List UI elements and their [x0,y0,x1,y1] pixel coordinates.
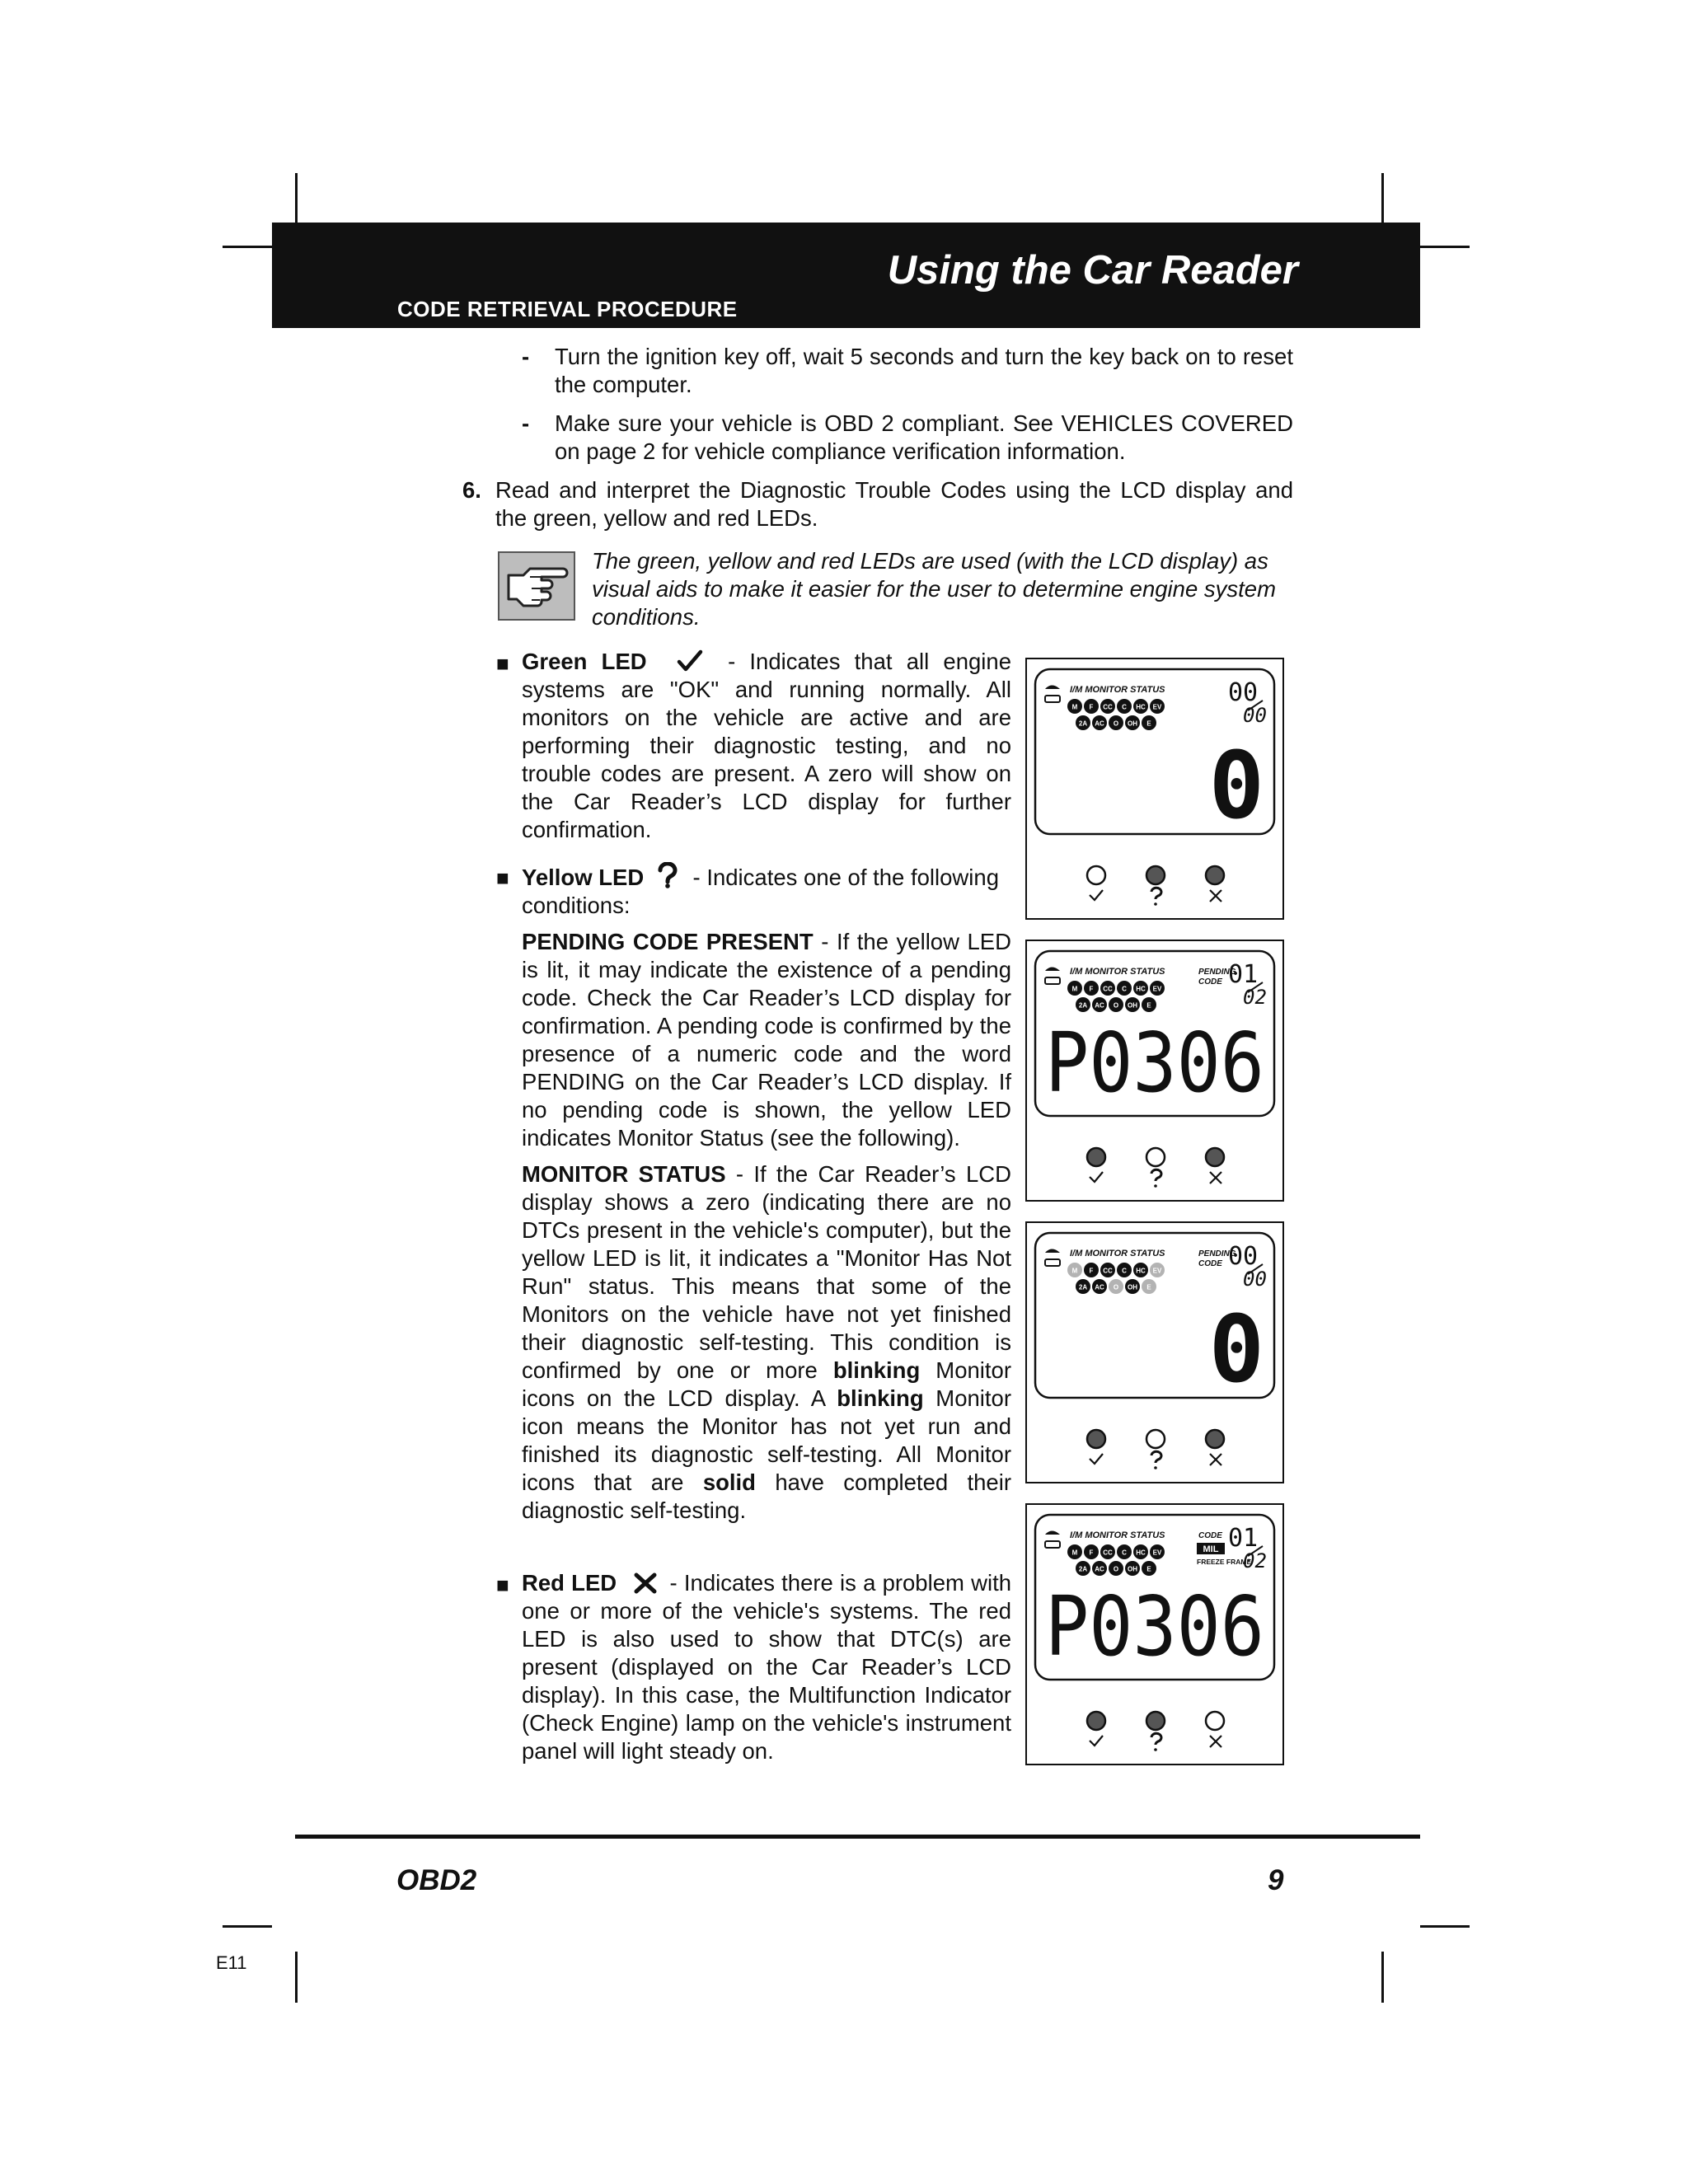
crop-mark [1381,173,1384,224]
crop-mark [295,1952,298,2003]
yellow-led [1146,1712,1165,1730]
monitor-icon-label: AC [1095,1283,1104,1291]
code-index-total: 02 [1243,986,1267,1009]
step-text: Read and interpret the Diagnostic Trouble Codes using the LCD display and the green, yellow and red LEDs. [495,477,1293,531]
question-dot [1154,1748,1157,1751]
monitor-icon-label: E [1146,719,1151,728]
monitor-icon-label: AC [1095,1001,1104,1010]
check-icon [1090,1454,1103,1464]
pending-code-paragraph [522,928,1011,1152]
red-led [1206,1148,1224,1166]
monitor-icon-label: M [1071,1549,1078,1557]
code-index-current: 01 [1228,960,1259,989]
monitor-status-label: I/M MONITOR STATUS [1070,1249,1165,1258]
monitor-status-paragraph [522,1160,1011,1525]
yellow-led-paragraph [522,862,1011,920]
monitor-icon-label: 2A [1078,719,1088,728]
emphasis: blinking [832,1357,921,1383]
code-index-total: 00 [1243,704,1267,727]
header-bar [272,223,1420,328]
yellow-led [1146,1148,1165,1166]
monitor-status-text: have completed their diagnostic self-testing. [522,1469,1011,1523]
code-index-current: 01 [1228,1524,1259,1553]
code-index-total: 00 [1243,1268,1267,1291]
monitor-status-text: Monitor icon means the Monitor has not yet run and finished its diagnostic self-testing. All Monitor icons that are [522,1385,1011,1495]
bullet-marker: ■ [496,1572,509,1597]
monitor-status-text: - If the Car Reader’s LCD display shows a zero (indicating there are no DTCs present in the vehicle's computer), but the yellow LED is lit, it indicates a "Monitor Has Not Run" status. This means that some of the Monitors on the vehicle have not yet finished their diagnostic self-testing. This condition is confirmed by one or more [522,1161,1011,1383]
green-led [1087,1712,1105,1730]
question-mark-icon [1151,1733,1161,1745]
page-title: Using the Car Reader [887,248,1298,293]
lcd-main-readout: 0 [1208,1296,1264,1404]
monitor-icon-label: CC [1103,1267,1113,1275]
dash-item-text: Make sure your vehicle is OBD 2 compliant. See VEHICLES COVERED on page 2 for vehicle compliance verification information. [555,410,1293,464]
monitor-icon-label: AC [1095,1565,1104,1573]
monitor-icon-label: E [1146,1565,1151,1573]
lcd-panel-green [1025,658,1284,920]
monitor-icon-label: C [1122,985,1127,993]
red-led-section [496,1569,1012,1774]
monitor-status-label: I/M MONITOR STATUS [1070,967,1165,977]
monitor-icon-label: CC [1103,985,1113,993]
section-title: CODE RETRIEVAL PROCEDURE [397,297,738,321]
x-mark-icon [633,1572,658,1594]
lcd-main-readout: P0306 [1045,1015,1264,1111]
dash-item-text: Turn the ignition key off, wait 5 seconds and turn the key back on to reset the computer. [555,344,1293,397]
yellow-led [1146,866,1165,884]
monitor-icon-label: EV [1152,1267,1162,1275]
red-led-paragraph [522,1569,1011,1765]
monitor-icon-label: OH [1128,1565,1137,1573]
check-icon [1090,1172,1103,1182]
question-dot [1154,1184,1157,1188]
x-mark-icon [1210,1736,1221,1747]
dash-item-reset [522,343,1293,399]
monitor-icon-label: F [1089,1267,1094,1275]
lcd-tag: CODE [1198,1531,1222,1540]
monitor-icon-label: HC [1136,703,1146,711]
green-led-label: Green LED [522,649,647,674]
monitor-icon-label: O [1113,1565,1119,1573]
lcd-panel-red [1025,1503,1284,1765]
monitor-icon-label: CC [1103,1549,1113,1557]
check-icon [1090,890,1103,900]
pointing-hand-icon [497,551,576,621]
red-led [1206,1712,1224,1730]
dash-marker: - [522,410,530,436]
lcd-tag: PENDING [1198,968,1236,977]
edge-label: E11 [216,1952,247,1973]
footer-product: OBD2 [396,1864,477,1896]
green-led-section [496,648,1012,852]
green-led [1087,1430,1105,1448]
monitor-icon-label: EV [1152,985,1162,993]
monitor-icon-label: M [1071,703,1078,711]
lcd-tag: MIL [1203,1544,1219,1554]
crop-mark [1420,246,1470,248]
code-index-total: 02 [1243,1549,1267,1572]
x-mark-icon [1210,890,1221,902]
monitor-icon-label: O [1113,1283,1119,1291]
code-index-current: 00 [1228,678,1259,707]
monitor-icon-label: HC [1136,1549,1146,1557]
red-led [1206,1430,1224,1448]
x-mark-icon [1210,1454,1221,1465]
crop-mark [295,173,298,224]
question-dot [1154,902,1157,906]
monitor-status-label: MONITOR STATUS [522,1161,726,1187]
monitor-icon-label: EV [1152,1549,1162,1557]
pending-code-text: - If the yellow LED is lit, it may indicate the existence of a pending code. Check the Car Reader’s LCD display for confirmation. A pending code is confirmed by the presence of a numeric code and the word PENDING on the Car Reader’s LCD display. If no pending code is shown, the yellow LED indicates Monitor Status (see the following). [522,929,1011,1151]
lcd-tag: PENDING [1198,1249,1236,1258]
monitor-icon-label: M [1071,1267,1078,1275]
monitor-icon-label: O [1113,1001,1119,1010]
green-led-paragraph [522,648,1011,844]
monitor-icon-label: E [1146,1283,1151,1291]
lcd-panel-pending [1025,940,1284,1202]
lcd-main-readout: 0 [1208,733,1264,840]
emphasis: solid [702,1469,756,1495]
page-number: 9 [1268,1864,1284,1896]
note-text: The green, yellow and red LEDs are used (with the LCD display) as visual aids to make it easier for the user to determine engine system conditions. [592,548,1276,630]
red-led [1206,866,1224,884]
monitor-icon-label: OH [1128,1283,1137,1291]
dash-item-compliance [522,410,1293,466]
code-index-current: 00 [1228,1242,1259,1271]
lcd-panel-monitor [1025,1221,1284,1483]
crop-mark [223,1925,272,1928]
footer-rule [295,1835,1420,1839]
question-mark-icon [1151,888,1161,899]
monitor-icon-label: F [1089,1549,1094,1557]
monitor-icon-label: OH [1128,719,1137,728]
crop-mark [223,246,272,248]
lcd-tag: CODE [1198,1259,1222,1268]
pending-code-label: PENDING CODE PRESENT [522,929,814,954]
question-mark-icon [655,862,680,888]
monitor-icon-label: C [1122,1267,1127,1275]
lcd-main-readout: P0306 [1045,1578,1264,1675]
monitor-icon-label: O [1113,719,1119,728]
question-mark-icon [1151,1451,1161,1463]
monitor-status-label: I/M MONITOR STATUS [1070,685,1165,695]
yellow-led-text: - Indicates one of the following conditions: [522,865,999,918]
crop-mark [1381,1952,1384,2003]
monitor-icon-label: OH [1128,1001,1137,1010]
crop-mark [1420,1925,1470,1928]
monitor-icon-label: EV [1152,703,1162,711]
red-led-label: Red LED [522,1570,617,1596]
monitor-icon-label: C [1122,1549,1127,1557]
step-number: 6. [462,477,481,503]
monitor-icon-label: 2A [1078,1001,1088,1010]
monitor-icon-label: C [1122,703,1127,711]
lcd-tag: CODE [1198,977,1222,987]
monitor-icon-label: F [1089,703,1094,711]
monitor-icon-label: E [1146,1001,1151,1010]
green-led [1087,1148,1105,1166]
dash-marker: - [522,344,530,369]
monitor-icon-label: HC [1136,1267,1146,1275]
yellow-led [1146,1430,1165,1448]
x-mark-icon [1210,1172,1221,1183]
green-led [1087,866,1105,884]
monitor-icon-label: AC [1095,719,1104,728]
question-dot [1154,1466,1157,1469]
red-led-text: - Indicates there is a problem with one or more of the vehicle's systems. The red LED is also used to show that DTC(s) are present (displayed on the Car Reader’s LCD display). In this case, the Multifunction Indicator (Check Engine) lamp on the vehicle's instrument panel will light steady on. [522,1570,1012,1764]
yellow-led-section [496,862,1011,1533]
emphasis: blinking [837,1385,924,1411]
monitor-icon-label: M [1071,985,1078,993]
step-6 [462,476,1293,532]
bullet-marker: ■ [496,865,509,890]
monitor-icon-label: CC [1103,703,1113,711]
monitor-status-text: Monitor icons on the LCD display. A [522,1357,1011,1411]
green-led-text: - Indicates that all engine systems are "OK" and running normally. All monitors on the vehicle are active and are performing their diagnostic testing, and no trouble codes are present. A zero will show on the Car Reader’s LCD display for further confirmation. [522,649,1012,842]
lcd-tag: FREEZE FRAME [1197,1558,1252,1566]
monitor-icon-label: HC [1136,985,1146,993]
monitor-icon-label: F [1089,985,1094,993]
check-icon [1090,1736,1103,1746]
check-icon [676,649,704,673]
monitor-status-label: I/M MONITOR STATUS [1070,1530,1165,1540]
yellow-led-label: Yellow LED [522,865,645,890]
monitor-icon-label: 2A [1078,1565,1088,1573]
monitor-icon-label: 2A [1078,1283,1088,1291]
bullet-marker: ■ [496,651,509,676]
question-mark-icon [1151,1169,1161,1181]
